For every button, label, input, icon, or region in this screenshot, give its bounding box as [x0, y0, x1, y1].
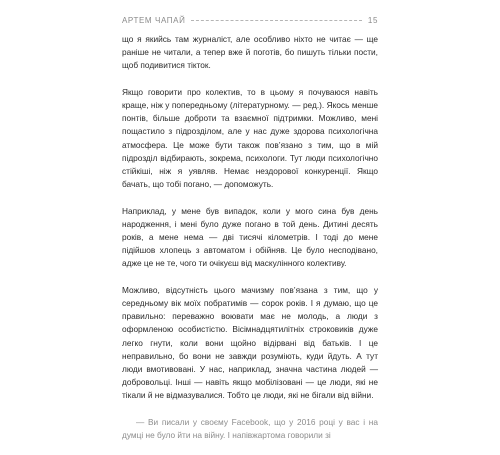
- body-text: [122, 33, 378, 455]
- running-header-author: АРТЕМ ЧАПАЙ: [122, 15, 186, 25]
- header-dashed-rule: [191, 20, 361, 21]
- page-number: 15: [367, 15, 378, 25]
- paragraph-continuation: що я якийсь там журналіст, але особливо ніхто не читає — ще раніше не читали, а тепер вже й поготів, бо пишуть тільки пости, щоб подивитися тікток.: [122, 34, 378, 71]
- paragraph-machismo: Можливо, відсутність цього мачизму пов’язана з тим, що у середньому вік моїх побратимів — сорок років. І я думаю, що це правильно: переважно воювати має не молодь, а люди з оформленою особистістю. Вісімнадцятилітніх строковиків дуже легко гнути, коли вони щойно відірвані від батьків. І це неправильно, бо вони не завжди розуміють, куди йдуть. А тут люди вмотивовані. У нас, наприклад, значна частина людей — добровольці. Інші — навіть якщо мобілізовані — це люди, які не тікали й не відмазувалися. Тобто це люди, які не бігали від війни.: [122, 284, 378, 401]
- paragraph-collective: Якщо говорити про колектив, то в цьому я почуваюся навіть краще, ніж у попередньому (літературному. — ред.). Якось менше понтів, більше доброти та взаємної підтримки. Можливо, мені пощастило з підрозділом, але у нас дуже здорова психологічна атмосфера. Це може бути також пов’язано з тим, що в мій підрозділ відбирають, зокрема, психологи. Тут люди психологічно стійкіші, ніж я уявляв. Немає нездорової конкуренції. Якщо бачать, що тобі погано, — допоможуть.: [122, 86, 378, 190]
- interview-question: — Ви писали у своєму Facebook, що у 2016 році у вас і на думці не було йти на війну. І напівжартома говорили зі: [122, 416, 378, 441]
- running-header: [122, 14, 378, 26]
- paragraph-birthday: Наприклад, у мене був випадок, коли у мого сина був день народження, і мені було дуже погано в той день. Дитині десять років, а мене нема — дві тисячі кілометрів. І тоді до мене підійшов хлопець з автоматом і обійняв. Це було несподівано, адже це не те, чого ти очікуєш від маскулінного колективу.: [122, 205, 378, 269]
